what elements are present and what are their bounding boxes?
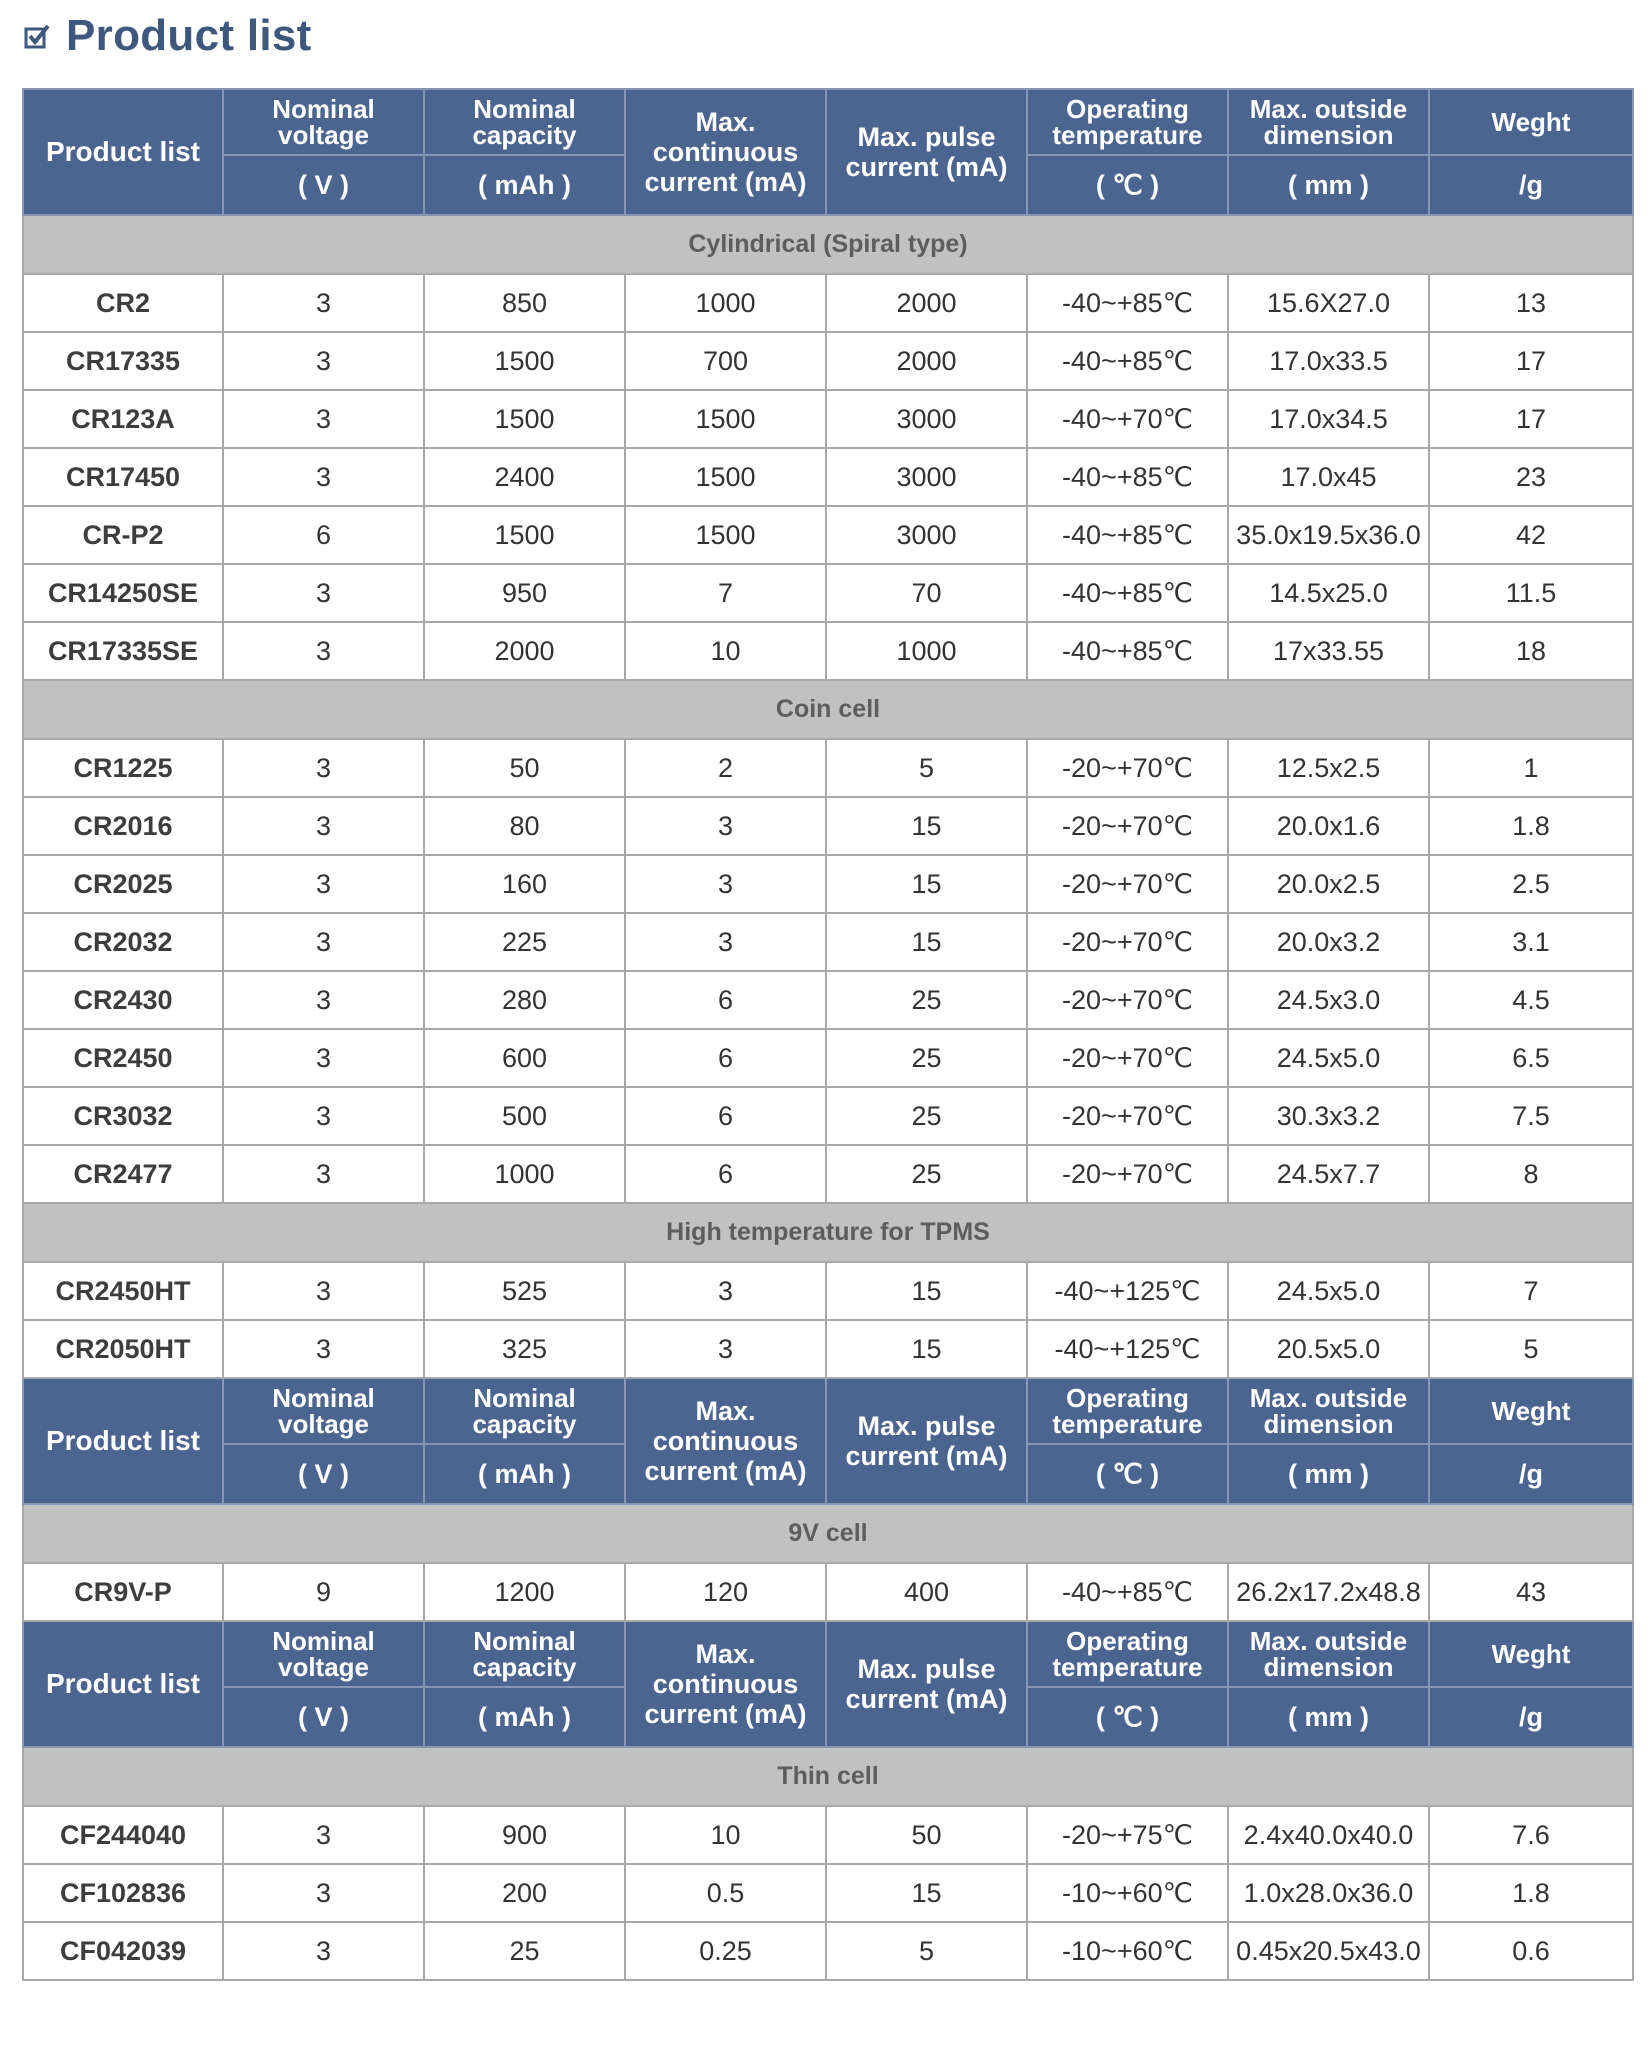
cell-voltage: 3 <box>223 1806 424 1864</box>
cell-continuous-current: 3 <box>625 855 826 913</box>
table-row <box>23 390 1633 448</box>
cell-temperature: -20~+70℃ <box>1027 1087 1228 1145</box>
table-row <box>23 506 1633 564</box>
cell-capacity: 25 <box>424 1922 625 1980</box>
cell-pulse-current: 5 <box>826 739 1027 797</box>
table-row <box>23 739 1633 797</box>
header-weight: Weght <box>1429 89 1633 155</box>
table-row <box>23 1087 1633 1145</box>
header-temperature-unit: ( ℃ ) <box>1027 1687 1228 1747</box>
cell-pulse-current: 15 <box>826 1320 1027 1378</box>
cell-continuous-current: 10 <box>625 622 826 680</box>
cell-pulse-current: 2000 <box>826 274 1027 332</box>
cell-voltage: 3 <box>223 564 424 622</box>
cell-temperature: -40~+85℃ <box>1027 506 1228 564</box>
section-row <box>23 1203 1633 1262</box>
cell-dimension: 30.3x3.2 <box>1228 1087 1429 1145</box>
header-pulse-current: Max. pulse current (mA) <box>826 89 1027 215</box>
cell-continuous-current: 3 <box>625 1262 826 1320</box>
cell-voltage: 3 <box>223 855 424 913</box>
cell-voltage: 3 <box>223 971 424 1029</box>
table-row <box>23 564 1633 622</box>
header-pulse-current: Max. pulse current (mA) <box>826 1621 1027 1747</box>
cell-capacity: 1500 <box>424 506 625 564</box>
cell-temperature: -40~+125℃ <box>1027 1262 1228 1320</box>
cell-temperature: -20~+70℃ <box>1027 797 1228 855</box>
cell-weight: 0.6 <box>1429 1922 1633 1980</box>
table-row <box>23 274 1633 332</box>
cell-voltage: 3 <box>223 1864 424 1922</box>
section-title: High temperature for TPMS <box>23 1203 1633 1262</box>
cell-weight: 5 <box>1429 1320 1633 1378</box>
cell-weight: 23 <box>1429 448 1633 506</box>
cell-capacity: 50 <box>424 739 625 797</box>
cell-capacity: 1200 <box>424 1563 625 1621</box>
header-weight-unit: /g <box>1429 1687 1633 1747</box>
cell-dimension: 35.0x19.5x36.0 <box>1228 506 1429 564</box>
cell-dimension: 1.0x28.0x36.0 <box>1228 1864 1429 1922</box>
checkbox-arrow-icon <box>24 23 50 49</box>
cell-capacity: 225 <box>424 913 625 971</box>
table-row <box>23 1806 1633 1864</box>
cell-dimension: 15.6X27.0 <box>1228 274 1429 332</box>
cell-continuous-current: 1500 <box>625 390 826 448</box>
cell-continuous-current: 3 <box>625 913 826 971</box>
cell-continuous-current: 1500 <box>625 448 826 506</box>
cell-voltage: 3 <box>223 390 424 448</box>
cell-dimension: 0.45x20.5x43.0 <box>1228 1922 1429 1980</box>
cell-weight: 42 <box>1429 506 1633 564</box>
cell-capacity: 1500 <box>424 390 625 448</box>
table-row <box>23 332 1633 390</box>
header-voltage: Nominal voltage <box>223 1621 424 1687</box>
header-weight: Weght <box>1429 1621 1633 1687</box>
cell-product-name: CR2477 <box>23 1145 223 1203</box>
cell-dimension: 20.0x1.6 <box>1228 797 1429 855</box>
cell-pulse-current: 1000 <box>826 622 1027 680</box>
header-capacity: Nominal capacity <box>424 1621 625 1687</box>
table-row <box>23 448 1633 506</box>
header-dimension: Max. outside dimension <box>1228 1621 1429 1687</box>
cell-continuous-current: 6 <box>625 971 826 1029</box>
cell-temperature: -20~+70℃ <box>1027 1029 1228 1087</box>
section-title: 9V cell <box>23 1504 1633 1563</box>
cell-temperature: -40~+85℃ <box>1027 332 1228 390</box>
header-row <box>23 1378 1633 1444</box>
cell-product-name: CR14250SE <box>23 564 223 622</box>
cell-continuous-current: 1000 <box>625 274 826 332</box>
cell-weight: 7.6 <box>1429 1806 1633 1864</box>
header-voltage-unit: ( V ) <box>223 1687 424 1747</box>
cell-continuous-current: 0.5 <box>625 1864 826 1922</box>
cell-weight: 7.5 <box>1429 1087 1633 1145</box>
cell-voltage: 3 <box>223 1922 424 1980</box>
cell-temperature: -20~+70℃ <box>1027 739 1228 797</box>
cell-weight: 1.8 <box>1429 1864 1633 1922</box>
header-continuous-current: Max. continuous current (mA) <box>625 1378 826 1504</box>
cell-voltage: 6 <box>223 506 424 564</box>
table-row <box>23 1864 1633 1922</box>
cell-product-name: CR123A <box>23 390 223 448</box>
header-row <box>23 89 1633 155</box>
cell-continuous-current: 6 <box>625 1087 826 1145</box>
cell-temperature: -40~+85℃ <box>1027 564 1228 622</box>
cell-weight: 2.5 <box>1429 855 1633 913</box>
cell-capacity: 900 <box>424 1806 625 1864</box>
cell-dimension: 17.0x34.5 <box>1228 390 1429 448</box>
cell-product-name: CR3032 <box>23 1087 223 1145</box>
cell-pulse-current: 15 <box>826 797 1027 855</box>
cell-dimension: 14.5x25.0 <box>1228 564 1429 622</box>
cell-pulse-current: 25 <box>826 1029 1027 1087</box>
cell-weight: 3.1 <box>1429 913 1633 971</box>
cell-product-name: CR17335SE <box>23 622 223 680</box>
cell-temperature: -20~+70℃ <box>1027 913 1228 971</box>
cell-capacity: 1000 <box>424 1145 625 1203</box>
cell-weight: 17 <box>1429 390 1633 448</box>
cell-dimension: 12.5x2.5 <box>1228 739 1429 797</box>
header-voltage-unit: ( V ) <box>223 155 424 215</box>
cell-capacity: 1500 <box>424 332 625 390</box>
cell-weight: 4.5 <box>1429 971 1633 1029</box>
header-weight-unit: /g <box>1429 155 1633 215</box>
cell-capacity: 200 <box>424 1864 625 1922</box>
cell-continuous-current: 700 <box>625 332 826 390</box>
cell-product-name: CR17335 <box>23 332 223 390</box>
cell-continuous-current: 7 <box>625 564 826 622</box>
header-capacity-unit: ( mAh ) <box>424 155 625 215</box>
table-row <box>23 1145 1633 1203</box>
cell-dimension: 20.0x2.5 <box>1228 855 1429 913</box>
cell-capacity: 2000 <box>424 622 625 680</box>
cell-voltage: 3 <box>223 274 424 332</box>
header-temperature: Operating temperature <box>1027 89 1228 155</box>
cell-pulse-current: 5 <box>826 1922 1027 1980</box>
cell-product-name: CR2450 <box>23 1029 223 1087</box>
header-weight-unit: /g <box>1429 1444 1633 1504</box>
cell-capacity: 600 <box>424 1029 625 1087</box>
cell-continuous-current: 0.25 <box>625 1922 826 1980</box>
cell-dimension: 24.5x3.0 <box>1228 971 1429 1029</box>
section-title: Coin cell <box>23 680 1633 739</box>
cell-dimension: 24.5x5.0 <box>1228 1029 1429 1087</box>
cell-temperature: -20~+70℃ <box>1027 855 1228 913</box>
header-temperature-unit: ( ℃ ) <box>1027 155 1228 215</box>
section-row <box>23 215 1633 274</box>
cell-voltage: 3 <box>223 1145 424 1203</box>
cell-continuous-current: 6 <box>625 1145 826 1203</box>
cell-pulse-current: 3000 <box>826 390 1027 448</box>
cell-capacity: 525 <box>424 1262 625 1320</box>
cell-voltage: 3 <box>223 797 424 855</box>
cell-continuous-current: 3 <box>625 1320 826 1378</box>
cell-dimension: 17x33.55 <box>1228 622 1429 680</box>
cell-weight: 18 <box>1429 622 1633 680</box>
cell-continuous-current: 120 <box>625 1563 826 1621</box>
table-row <box>23 797 1633 855</box>
cell-weight: 13 <box>1429 274 1633 332</box>
cell-voltage: 3 <box>223 739 424 797</box>
cell-temperature: -40~+85℃ <box>1027 448 1228 506</box>
table-row <box>23 913 1633 971</box>
cell-product-name: CF244040 <box>23 1806 223 1864</box>
header-temperature: Operating temperature <box>1027 1378 1228 1444</box>
cell-capacity: 280 <box>424 971 625 1029</box>
cell-dimension: 17.0x33.5 <box>1228 332 1429 390</box>
cell-capacity: 80 <box>424 797 625 855</box>
header-dimension: Max. outside dimension <box>1228 89 1429 155</box>
cell-dimension: 26.2x17.2x48.8 <box>1228 1563 1429 1621</box>
header-temperature-unit: ( ℃ ) <box>1027 1444 1228 1504</box>
cell-pulse-current: 50 <box>826 1806 1027 1864</box>
cell-pulse-current: 70 <box>826 564 1027 622</box>
cell-voltage: 3 <box>223 1320 424 1378</box>
cell-temperature: -40~+85℃ <box>1027 622 1228 680</box>
cell-temperature: -40~+85℃ <box>1027 1563 1228 1621</box>
header-temperature: Operating temperature <box>1027 1621 1228 1687</box>
cell-temperature: -10~+60℃ <box>1027 1922 1228 1980</box>
header-voltage-unit: ( V ) <box>223 1444 424 1504</box>
section-row <box>23 1747 1633 1806</box>
cell-dimension: 24.5x5.0 <box>1228 1262 1429 1320</box>
cell-pulse-current: 15 <box>826 1262 1027 1320</box>
cell-temperature: -20~+70℃ <box>1027 1145 1228 1203</box>
cell-temperature: -40~+70℃ <box>1027 390 1228 448</box>
page-header <box>24 6 312 66</box>
cell-pulse-current: 2000 <box>826 332 1027 390</box>
cell-voltage: 3 <box>223 332 424 390</box>
table-row <box>23 855 1633 913</box>
section-title: Cylindrical (Spiral type) <box>23 215 1633 274</box>
cell-pulse-current: 15 <box>826 913 1027 971</box>
cell-temperature: -10~+60℃ <box>1027 1864 1228 1922</box>
section-row <box>23 680 1633 739</box>
header-product: Product list <box>23 89 223 215</box>
section-row <box>23 1504 1633 1563</box>
cell-pulse-current: 15 <box>826 1864 1027 1922</box>
header-dimension-unit: ( mm ) <box>1228 1687 1429 1747</box>
header-product: Product list <box>23 1621 223 1747</box>
cell-dimension: 2.4x40.0x40.0 <box>1228 1806 1429 1864</box>
table-row <box>23 622 1633 680</box>
cell-pulse-current: 15 <box>826 855 1027 913</box>
header-capacity-unit: ( mAh ) <box>424 1444 625 1504</box>
cell-product-name: CR2016 <box>23 797 223 855</box>
cell-pulse-current: 25 <box>826 1087 1027 1145</box>
cell-capacity: 500 <box>424 1087 625 1145</box>
cell-capacity: 160 <box>424 855 625 913</box>
cell-voltage: 3 <box>223 1087 424 1145</box>
cell-product-name: CR1225 <box>23 739 223 797</box>
cell-product-name: CR2025 <box>23 855 223 913</box>
header-voltage: Nominal voltage <box>223 1378 424 1444</box>
header-capacity: Nominal capacity <box>424 89 625 155</box>
cell-pulse-current: 400 <box>826 1563 1027 1621</box>
cell-product-name: CR2 <box>23 274 223 332</box>
cell-product-name: CR2430 <box>23 971 223 1029</box>
table-row <box>23 1922 1633 1980</box>
page-title: Product list <box>66 11 312 60</box>
cell-weight: 11.5 <box>1429 564 1633 622</box>
cell-product-name: CR2450HT <box>23 1262 223 1320</box>
cell-voltage: 9 <box>223 1563 424 1621</box>
cell-pulse-current: 25 <box>826 1145 1027 1203</box>
cell-temperature: -40~+85℃ <box>1027 274 1228 332</box>
cell-weight: 1.8 <box>1429 797 1633 855</box>
header-voltage: Nominal voltage <box>223 89 424 155</box>
table-row <box>23 1029 1633 1087</box>
cell-weight: 17 <box>1429 332 1633 390</box>
cell-continuous-current: 3 <box>625 797 826 855</box>
header-capacity-unit: ( mAh ) <box>424 1687 625 1747</box>
cell-continuous-current: 6 <box>625 1029 826 1087</box>
cell-weight: 6.5 <box>1429 1029 1633 1087</box>
cell-capacity: 325 <box>424 1320 625 1378</box>
cell-weight: 43 <box>1429 1563 1633 1621</box>
cell-product-name: CR2032 <box>23 913 223 971</box>
table-row <box>23 1563 1633 1621</box>
cell-voltage: 3 <box>223 913 424 971</box>
header-capacity: Nominal capacity <box>424 1378 625 1444</box>
cell-continuous-current: 10 <box>625 1806 826 1864</box>
cell-product-name: CR2050HT <box>23 1320 223 1378</box>
header-continuous-current: Max. continuous current (mA) <box>625 89 826 215</box>
header-product: Product list <box>23 1378 223 1504</box>
cell-weight: 1 <box>1429 739 1633 797</box>
table-row <box>23 971 1633 1029</box>
cell-temperature: -20~+70℃ <box>1027 971 1228 1029</box>
cell-temperature: -20~+75℃ <box>1027 1806 1228 1864</box>
cell-voltage: 3 <box>223 622 424 680</box>
cell-pulse-current: 3000 <box>826 506 1027 564</box>
cell-temperature: -40~+125℃ <box>1027 1320 1228 1378</box>
cell-capacity: 950 <box>424 564 625 622</box>
cell-continuous-current: 1500 <box>625 506 826 564</box>
cell-pulse-current: 3000 <box>826 448 1027 506</box>
cell-product-name: CR9V-P <box>23 1563 223 1621</box>
cell-dimension: 24.5x7.7 <box>1228 1145 1429 1203</box>
header-continuous-current: Max. continuous current (mA) <box>625 1621 826 1747</box>
cell-product-name: CR17450 <box>23 448 223 506</box>
cell-voltage: 3 <box>223 448 424 506</box>
cell-dimension: 20.0x3.2 <box>1228 913 1429 971</box>
table-row <box>23 1262 1633 1320</box>
cell-weight: 7 <box>1429 1262 1633 1320</box>
cell-dimension: 17.0x45 <box>1228 448 1429 506</box>
cell-voltage: 3 <box>223 1029 424 1087</box>
header-pulse-current: Max. pulse current (mA) <box>826 1378 1027 1504</box>
header-dimension: Max. outside dimension <box>1228 1378 1429 1444</box>
cell-pulse-current: 25 <box>826 971 1027 1029</box>
cell-product-name: CF102836 <box>23 1864 223 1922</box>
header-dimension-unit: ( mm ) <box>1228 155 1429 215</box>
table-row <box>23 1320 1633 1378</box>
cell-capacity: 850 <box>424 274 625 332</box>
cell-product-name: CR-P2 <box>23 506 223 564</box>
cell-product-name: CF042039 <box>23 1922 223 1980</box>
header-row <box>23 1621 1633 1687</box>
header-weight: Weght <box>1429 1378 1633 1444</box>
product-table <box>22 88 1634 1981</box>
cell-weight: 8 <box>1429 1145 1633 1203</box>
section-title: Thin cell <box>23 1747 1633 1806</box>
cell-voltage: 3 <box>223 1262 424 1320</box>
cell-dimension: 20.5x5.0 <box>1228 1320 1429 1378</box>
cell-continuous-current: 2 <box>625 739 826 797</box>
header-dimension-unit: ( mm ) <box>1228 1444 1429 1504</box>
cell-capacity: 2400 <box>424 448 625 506</box>
